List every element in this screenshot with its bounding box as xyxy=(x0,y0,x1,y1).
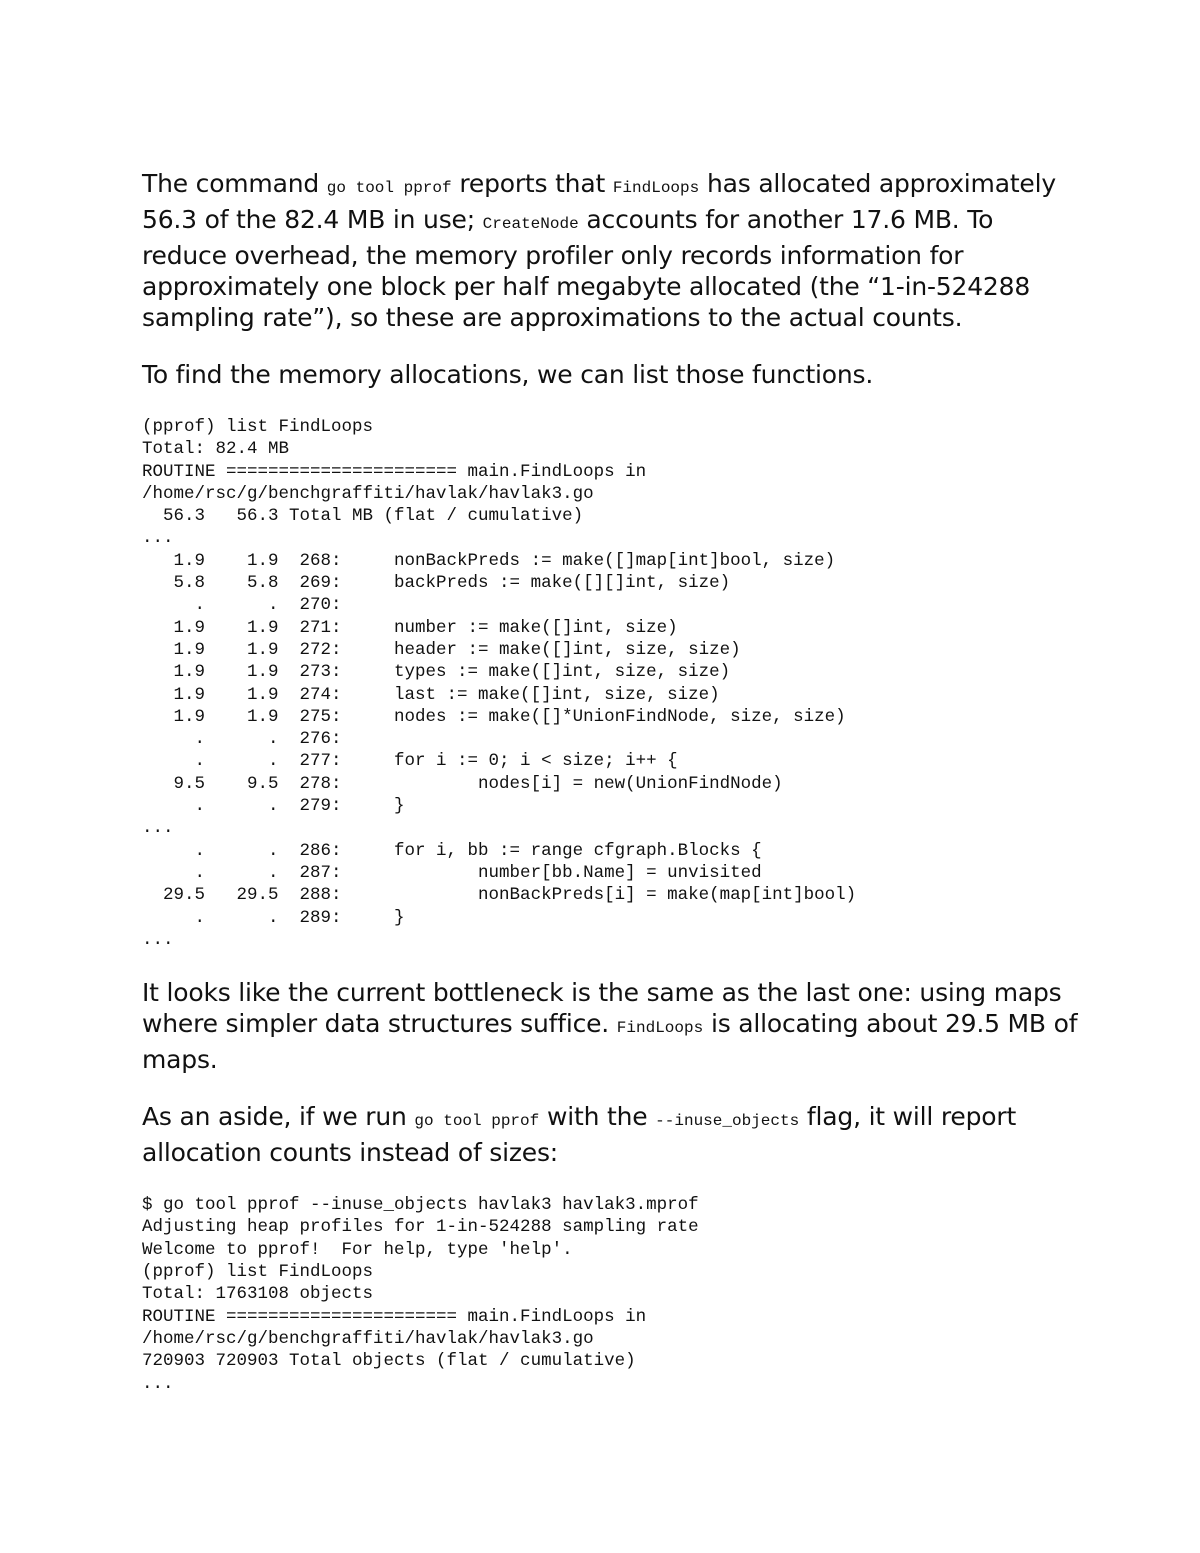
code-line: 720903 720903 Total objects (flat / cumulative) xyxy=(142,1351,636,1372)
code-line: ... xyxy=(142,1373,174,1394)
code-line: ROUTINE ====================== main.FindLoops in xyxy=(142,461,647,482)
code-line: 1.9 1.9 268: nonBackPreds := make([]map[int]bool, size) xyxy=(142,550,836,571)
code-line: (pprof) list FindLoops xyxy=(142,417,374,437)
text: is allocating about 29.5 MB of maps. xyxy=(142,1009,1078,1075)
code-line: Total: 82.4 MB xyxy=(142,439,290,460)
code-line: 1.9 1.9 272: header := make([]int, size, size) xyxy=(142,639,741,660)
code-line: (pprof) list FindLoops xyxy=(142,1262,374,1283)
paragraph-pprof-report xyxy=(142,168,1082,333)
paragraph-bottleneck xyxy=(142,977,1082,1075)
code-line: . . 289: } xyxy=(142,907,405,928)
code-line: . . 286: for i, bb := range cfgraph.Blocks { xyxy=(142,840,762,861)
code-line: /home/rsc/g/benchgraffiti/havlak/havlak3.go xyxy=(142,1328,594,1349)
text: flag, it will report allocation counts instead of sizes: xyxy=(142,1102,1017,1168)
code-line: ... xyxy=(142,929,174,950)
code-line: ... xyxy=(142,528,174,549)
code-block-inuse-objects xyxy=(142,1194,1082,1395)
text: reports that xyxy=(451,169,613,198)
inline-code: --inuse_objects xyxy=(655,1112,800,1131)
code-line: . . 276: xyxy=(142,729,342,750)
code-line: 29.5 29.5 288: nonBackPreds[i] = make(map[int]bool) xyxy=(142,885,857,906)
inline-code: go tool pprof xyxy=(414,1112,540,1131)
inline-code: FindLoops xyxy=(616,1019,704,1038)
paragraph-find-allocations: To find the memory allocations, we can list those functions. xyxy=(142,360,874,389)
code-line: 1.9 1.9 273: types := make([]int, size, size) xyxy=(142,662,731,683)
code-block-list-findloops xyxy=(142,416,1082,951)
inline-code: go tool pprof xyxy=(326,179,452,197)
code-line: 1.9 1.9 275: nodes := make([]*UnionFindNode, size, size) xyxy=(142,706,846,727)
code-line: . . 287: number[bb.Name] = unvisited xyxy=(142,862,762,883)
code-line: ... xyxy=(142,818,174,839)
text: has allocated approximately 56.3 of the 82.4 MB in use; xyxy=(142,169,1056,234)
code-line: Welcome to pprof! For help, type 'help'. xyxy=(142,1239,573,1260)
code-line: 1.9 1.9 271: number := make([]int, size) xyxy=(142,617,678,638)
text: It looks like the current bottleneck is the same as the last one: using maps where simpler data structures suffice. xyxy=(142,978,1062,1039)
code-line: 5.8 5.8 269: backPreds := make([][]int, size) xyxy=(142,573,731,594)
code-line: . . 270: xyxy=(142,595,342,616)
code-line: 56.3 56.3 Total MB (flat / cumulative) xyxy=(142,506,584,527)
code-line: ROUTINE ====================== main.FindLoops in xyxy=(142,1306,647,1327)
code-line: Total: 1763108 objects xyxy=(142,1284,374,1305)
code-line: 9.5 9.5 278: nodes[i] = new(UnionFindNode) xyxy=(142,773,783,794)
code-line: Adjusting heap profiles for 1-in-524288 sampling rate xyxy=(142,1217,699,1238)
text: with the xyxy=(539,1102,656,1132)
paragraph-inuse-objects xyxy=(142,1101,1082,1168)
text: As an aside, if we run xyxy=(142,1102,415,1132)
text: The command xyxy=(142,169,327,198)
code-line: $ go tool pprof --inuse_objects havlak3 havlak3.mprof xyxy=(142,1195,699,1216)
code-line: . . 279: } xyxy=(142,796,405,817)
text: accounts for another 17.6 MB. To reduce overhead, the memory profiler only records information for approximately one block per half megabyte allocated (the “1-in-524288 sampling rate”), so these are approximations to the actual counts. xyxy=(142,205,1031,332)
inline-code: CreateNode xyxy=(482,215,579,233)
code-line: . . 277: for i := 0; i < size; i++ { xyxy=(142,751,678,772)
code-line: 1.9 1.9 274: last := make([]int, size, size) xyxy=(142,684,720,705)
code-line: /home/rsc/g/benchgraffiti/havlak/havlak3.go xyxy=(142,483,594,504)
inline-code: FindLoops xyxy=(612,179,700,197)
document-page xyxy=(142,168,1082,1395)
